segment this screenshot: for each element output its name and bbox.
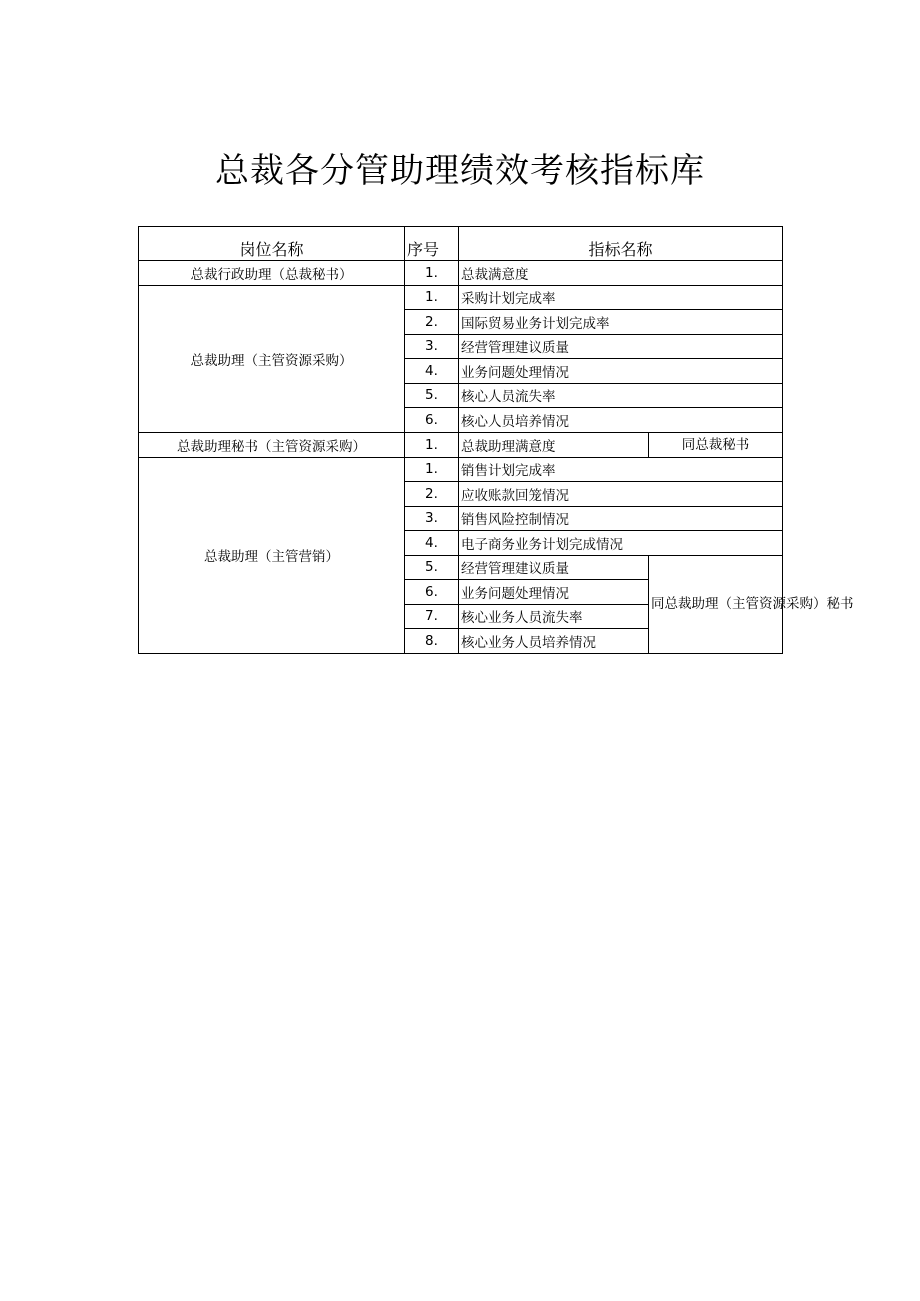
index-cell: 8.: [405, 629, 459, 654]
indicator-cell: 总裁满意度: [459, 261, 783, 286]
header-position: 岗位名称: [139, 227, 405, 261]
index-cell: 1.: [405, 457, 459, 482]
index-cell: 6.: [405, 408, 459, 433]
indicator-cell: 经营管理建议质量: [459, 334, 783, 359]
index-cell: 1.: [405, 261, 459, 286]
position-cell: 总裁助理（主管营销）: [139, 457, 405, 653]
indicator-cell: 业务问题处理情况: [459, 580, 649, 605]
index-cell: 2.: [405, 482, 459, 507]
table-row: [139, 457, 783, 482]
index-cell: 6.: [405, 580, 459, 605]
indicator-cell: 销售计划完成率: [459, 457, 783, 482]
index-cell: 4.: [405, 359, 459, 384]
indicator-cell: 核心人员培养情况: [459, 408, 783, 433]
position-cell: 总裁助理（主管资源采购）: [139, 285, 405, 432]
indicator-cell: 经营管理建议质量: [459, 555, 649, 580]
index-cell: 4.: [405, 531, 459, 556]
index-cell: 5.: [405, 383, 459, 408]
indicator-cell: 应收账款回笼情况: [459, 482, 783, 507]
indicator-cell: 业务问题处理情况: [459, 359, 783, 384]
table-header-row: [139, 227, 783, 261]
indicator-cell: 国际贸易业务计划完成率: [459, 310, 783, 335]
position-cell: 总裁助理秘书（主管资源采购）: [139, 432, 405, 457]
indicator-cell: 采购计划完成率: [459, 285, 783, 310]
indicator-cell: 核心人员流失率: [459, 383, 783, 408]
table-row: [139, 261, 783, 286]
position-cell: 总裁行政助理（总裁秘书）: [139, 261, 405, 286]
indicator-cell: 电子商务业务计划完成情况: [459, 531, 783, 556]
index-cell: 3.: [405, 506, 459, 531]
index-cell: 5.: [405, 555, 459, 580]
index-cell: 1.: [405, 285, 459, 310]
header-index: 序号: [405, 227, 459, 261]
indicator-cell: 总裁助理满意度: [459, 432, 649, 457]
indicator-cell: 核心业务人员培养情况: [459, 629, 649, 654]
indicator-cell: 销售风险控制情况: [459, 506, 783, 531]
header-indicator: 指标名称: [459, 227, 783, 261]
index-cell: 7.: [405, 604, 459, 629]
kpi-table: [138, 226, 854, 654]
note-cell: 同总裁秘书: [649, 432, 783, 457]
indicator-cell: 核心业务人员流失率: [459, 604, 649, 629]
table-row: [139, 432, 783, 457]
table-row: [139, 285, 783, 310]
page-title: 总裁各分管助理绩效考核指标库: [215, 151, 705, 191]
shared-note-cell: 同总裁助理（主管资源采购）秘书: [649, 555, 783, 653]
index-cell: 2.: [405, 310, 459, 335]
index-cell: 1.: [405, 432, 459, 457]
index-cell: 3.: [405, 334, 459, 359]
